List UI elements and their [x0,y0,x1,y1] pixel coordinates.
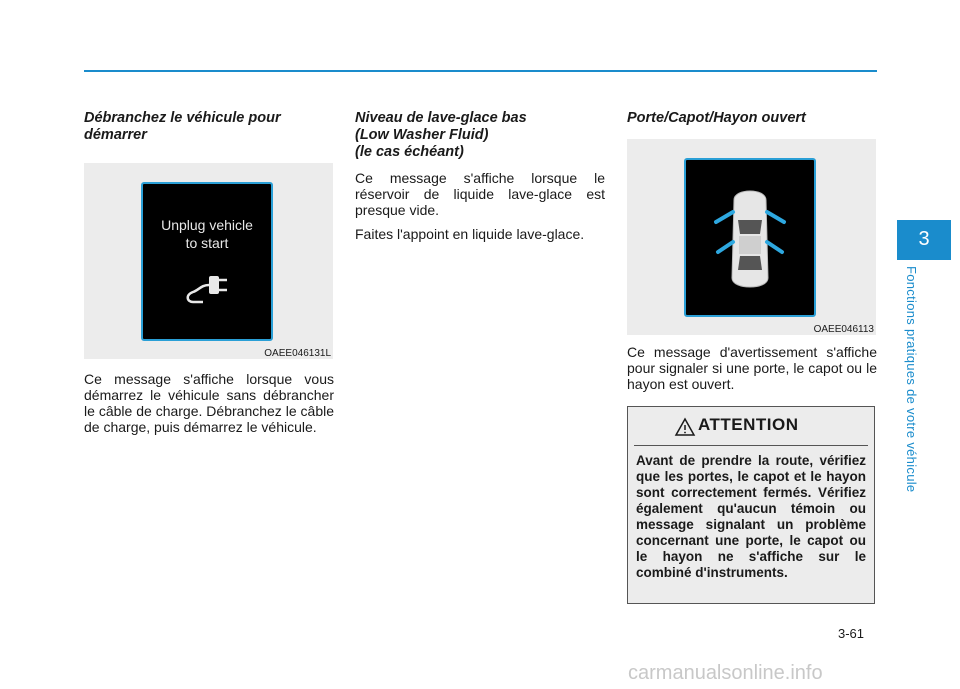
car-doors-open-icon [686,160,814,315]
section-unplug [84,110,334,435]
figure-code: OAEE046113 [813,324,874,335]
body-text: Ce message s'affiche lorsque le réservoir de liquide lave-glace est presque vide. [355,170,605,218]
heading-line: Niveau de lave-glace bas [355,110,527,126]
figure-code: OAEE046131L [264,348,331,359]
top-rule [84,70,877,72]
watermark: carmanualsonline.info [628,662,823,684]
heading-line: (Low Washer Fluid) [355,127,489,143]
screen-message: Unplug vehicle to start [161,217,253,251]
heading-line: démarrer [84,127,147,143]
body-text: Faites l'appoint en liquide lave-glace. [355,226,585,242]
section-heading [355,110,605,161]
plug-icon [179,264,239,314]
cluster-screen [141,182,273,341]
attention-text: Avant de prendre la route, vérifiez que les portes, le capot et le hayon sont correctement fermés. Vérifiez également qu'aucun témoin ou message signalant un problème concernant une porte, le capot ou le hayon ne s'affiche sur le combiné d'instruments. [636,453,866,580]
chapter-tab: 3 [897,220,951,260]
attention-title: ATTENTION [698,415,799,434]
divider [634,445,868,446]
figure-doors [627,139,876,335]
page-number: 3-61 [838,626,865,641]
heading-line: (le cas échéant) [355,144,464,160]
cluster-screen [684,158,816,317]
body-text: Ce message d'avertissement s'affiche pour signaler si une porte, le capot ou le hayon est ouvert. [627,344,877,392]
attention-box [627,406,875,604]
section-door-open [627,110,877,392]
body-text: Ce message s'affiche lorsque vous démarrez le véhicule sans débrancher le câble de charge. Débranchez le câble de charge, puis démarrez le véhicule. [84,371,334,435]
warning-triangle-icon [674,417,696,437]
heading-line: Débranchez le véhicule pour [84,110,281,126]
section-heading [84,110,334,144]
section-washer [355,110,605,242]
chapter-title: Fonctions pratiques de votre véhicule [904,266,919,493]
figure-unplug [84,163,333,359]
section-heading: Porte/Capot/Hayon ouvert [627,110,806,126]
